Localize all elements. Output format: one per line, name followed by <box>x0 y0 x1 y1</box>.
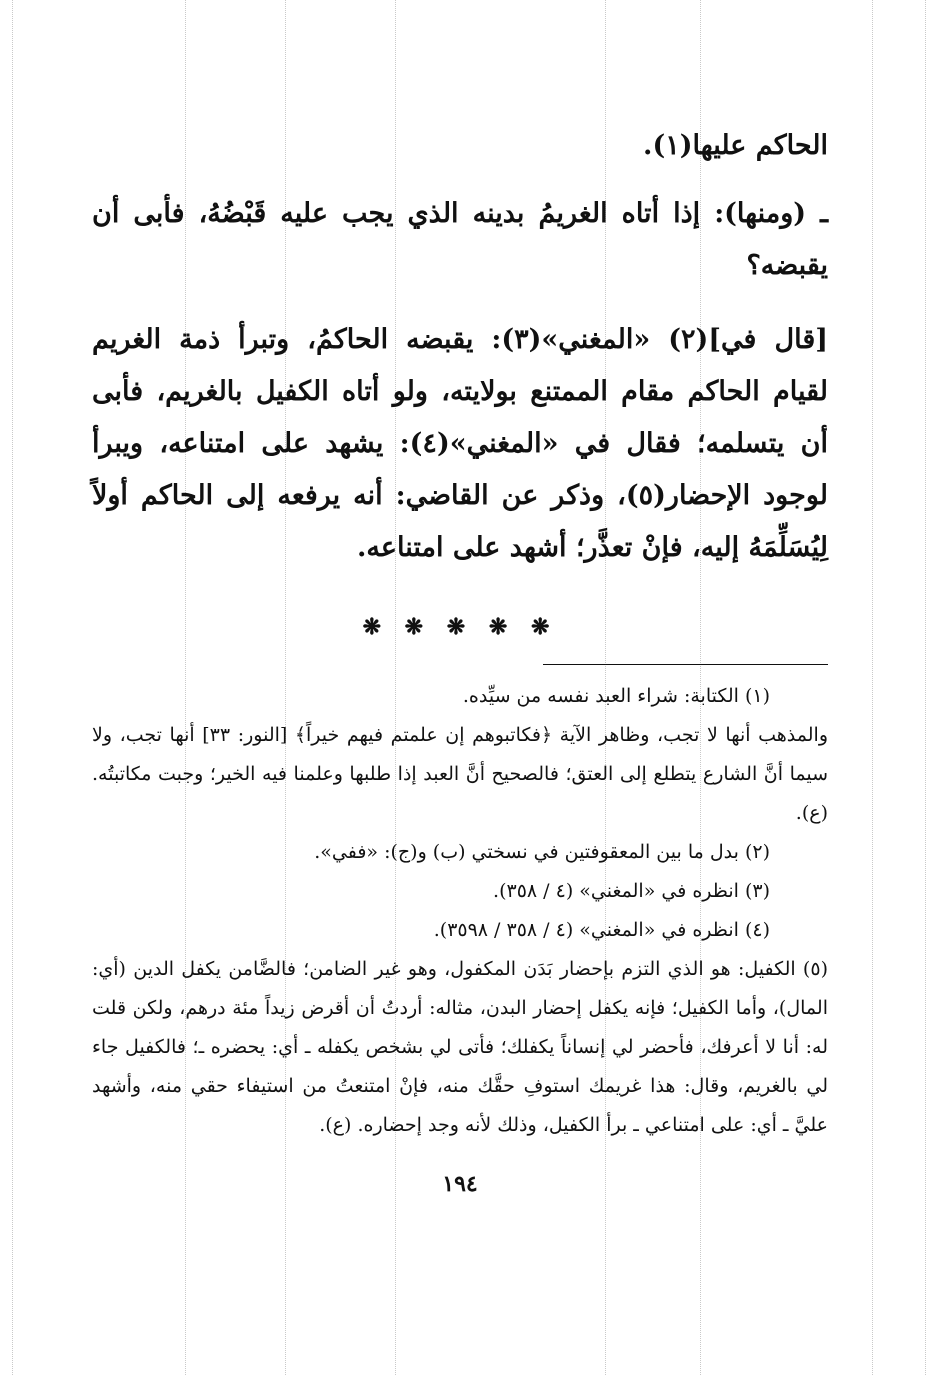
footnote-4: (٤) انظره في «المغني» (٤ / ٣٥٨ / ٣٥٩٨). <box>433 919 770 941</box>
paragraph-answer: [قال في](٢) «المغني»(٣): يقبضه الحاكمُ، وتبرأ ذمة الغريم لقيام الحاكم مقام الممتنع بولايته، ولو أتاه الكفيل بالغريم، فأبى أن يتسلمه؛ فقال في «المغني»(٤): يشهد على امتناعه، ويبرأ لوجود الإحضار(٥)، وذكر عن القاضي: أنه يرفعه إلى الحاكم أولاً لِيُسَلِّمَهُ إليه، فإنْ تعذَّر؛ أشهد على امتناعه. <box>92 324 828 563</box>
footnote-rule <box>543 664 828 665</box>
continuation-line: الحاكم عليها(١). <box>643 130 828 161</box>
footnote-1-body: والمذهب أنها لا تجب، وظاهر الآية ﴿فكاتبوهم إن علمتم فيهم خيراً﴾ [النور: ٣٣] أنها تجب، ولا سيما أنَّ الشارع يتطلع إلى العتق؛ فالصحيح أنَّ العبد إذا طلبها وعلمنا فيه الخير؛ وجبت مكاتبتُه. (ع). <box>92 724 828 824</box>
page-number: ١٩٤ <box>442 1171 478 1197</box>
footnotes <box>92 677 828 1145</box>
main-text <box>92 120 828 574</box>
footnote-2: (٢) بدل ما بين المعقوفتين في نسختي (ب) و(ج): «ففي». <box>314 841 770 863</box>
footnote-1-title: (١) الكتابة: شراء العبد نفسه من سيِّده. <box>462 685 770 707</box>
book-page <box>92 120 828 1197</box>
footnote-5: (٥) الكفيل: هو الذي التزم بإحضار بَدَن المكفول، وهو غير الضامن؛ فالضَّامن يكفل الدين (أي: المال)، وأما الكفيل؛ فإنه يكفل إحضار البدن، مثاله: أردتُ أن أقرض زيداً مئة درهم، ولكن قلت له: أنا لا أعرفك، فأحضر لي إنساناً يكفلك؛ فأتى لي بشخص يكفله ـ أي: يحضره ـ؛ فالكفيل جاء لي بالغريم، وقال: هذا غريمك استوفِ حقَّك منه، فإنْ امتنعتُ من استيفاء حقي منه، وأشهد عليَّ ـ أي: على امتناعي ـ برأ الكفيل، وذلك لأنه وجد إحضاره. (ع). <box>92 958 828 1136</box>
paragraph-question: ـ (ومنها): إذا أتاه الغريمُ بدينه الذي يجب عليه قَبْضُهُ، فأبى أن يقبضه؟ <box>92 198 828 281</box>
footnote-3: (٣) انظره في «المغني» (٤ / ٣٥٨). <box>493 880 770 902</box>
section-separator: ❋ ❋ ❋ ❋ ❋ <box>362 614 558 640</box>
